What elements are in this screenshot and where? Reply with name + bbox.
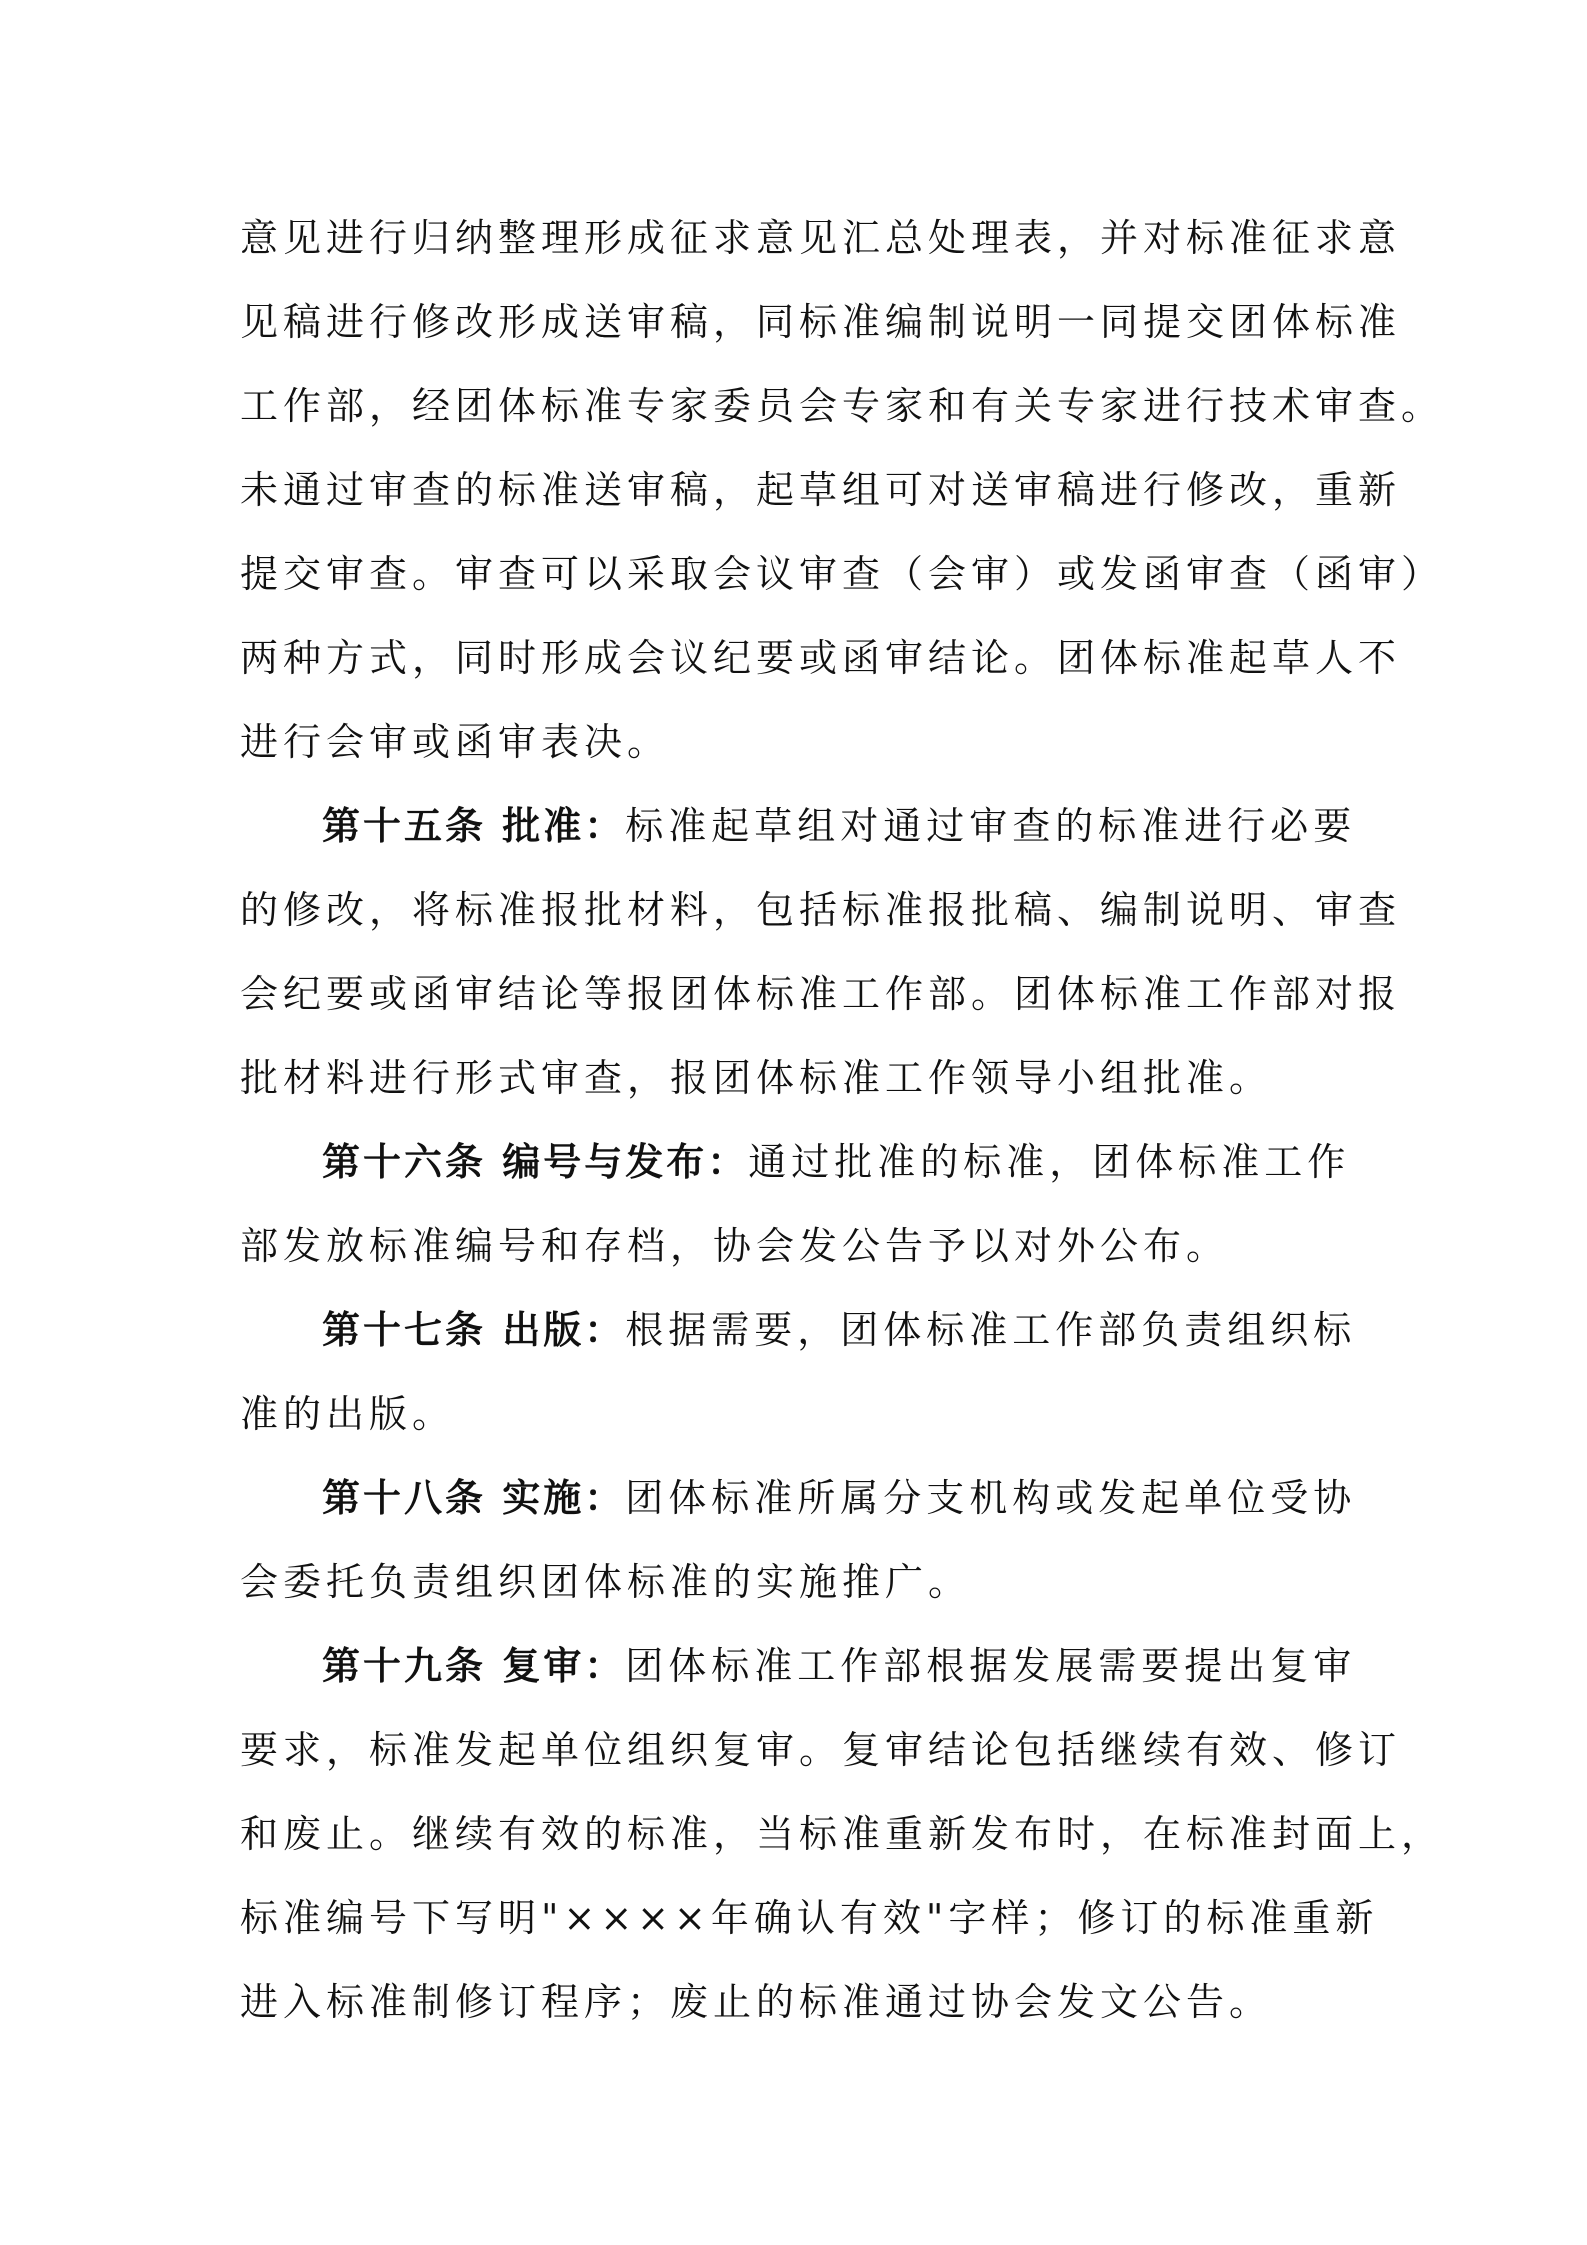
text-line: 进行会审或函审表决。	[240, 720, 671, 764]
article-text: 团体标准所属分支机构或发起单位受协	[625, 1476, 1357, 1520]
article-17	[240, 1288, 1365, 1456]
article-heading: 第十九条 复审：	[322, 1644, 626, 1688]
text-line: 批材料进行形式审查，报团体标准工作领导小组批准。	[240, 1056, 1273, 1100]
text-line: 准的出版。	[240, 1392, 456, 1436]
article-text: 根据需要，团体标准工作部负责组织标	[625, 1308, 1357, 1352]
document-body	[240, 196, 1445, 2044]
article-18	[240, 1456, 1365, 1624]
article-heading: 第十八条 实施：	[322, 1476, 626, 1520]
text-line: 会委托负责组织团体标准的实施推广。	[240, 1560, 972, 1604]
text-line: 和废止。继续有效的标准，当标准重新发布时，在标准封面上，	[240, 1812, 1445, 1856]
text-line: 会纪要或函审结论等报团体标准工作部。团体标准工作部对报	[240, 972, 1402, 1016]
article-heading: 第十七条 出版：	[322, 1308, 626, 1352]
text-line: 两种方式，同时形成会议纪要或函审结论。团体标准起草人不	[240, 636, 1402, 680]
text-line: 要求，标准发起单位组织复审。复审结论包括继续有效、修订	[240, 1728, 1402, 1772]
article-text: 标准起草组对通过审查的标准进行必要	[625, 804, 1357, 848]
article-text: 通过批准的标准，团体标准工作	[748, 1140, 1351, 1184]
text-line: 意见进行归纳整理形成征求意见汇总处理表，并对标准征求意	[240, 216, 1402, 260]
text-line: 未通过审查的标准送审稿，起草组可对送审稿进行修改，重新	[240, 468, 1402, 512]
article-15	[240, 784, 1402, 1120]
article-first-line	[240, 1456, 1365, 1540]
article-first-line	[240, 1288, 1365, 1372]
text-line: 部发放标准编号和存档，协会发公告予以对外公布。	[240, 1224, 1230, 1268]
text-line: 工作部，经团体标准专家委员会专家和有关专家进行技术审查。	[240, 384, 1445, 428]
text-line: 的修改，将标准报批材料，包括标准报批稿、编制说明、审查	[240, 888, 1402, 932]
article-heading: 第十五条 批准：	[322, 804, 626, 848]
paragraph-review	[240, 196, 1445, 784]
text-line: 标准编号下写明"××××年确认有效"字样；修订的标准重新	[240, 1896, 1379, 1940]
article-16	[240, 1120, 1365, 1288]
text-line: 提交审查。审查可以采取会议审查（会审）或发函审查（函审）	[240, 552, 1445, 596]
text-line: 进入标准制修订程序；废止的标准通过协会发文公告。	[240, 1980, 1273, 2024]
article-first-line	[240, 1120, 1365, 1204]
article-first-line	[240, 1624, 1365, 1708]
article-19	[240, 1624, 1445, 2044]
article-heading: 第十六条 编号与发布：	[322, 1140, 749, 1184]
article-text: 团体标准工作部根据发展需要提出复审	[625, 1644, 1357, 1688]
article-first-line	[240, 784, 1365, 868]
text-line: 见稿进行修改形成送审稿，同标准编制说明一同提交团体标准	[240, 300, 1402, 344]
